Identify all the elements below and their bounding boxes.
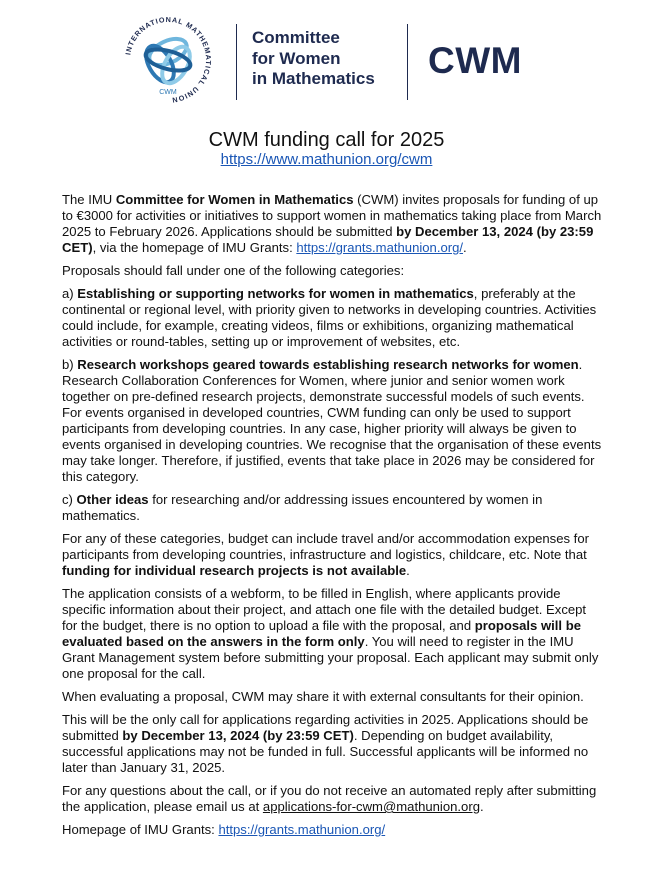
category-a: a) Establishing or supporting networks for women in mathematics, preferably at the continental or regional level, with priority given to networks in developing countries. Activities could include, for example, creating videos, films or exhibitions, organizing mathematical activities or round-tables, setting up or improvement of websites, etc. [62,286,597,349]
logo-inner-text: CWM [159,89,177,96]
divider-line [236,24,237,100]
committee-line: for Women [252,48,341,68]
cwm-website-link[interactable]: https://www.mathunion.org/cwm [220,151,433,168]
grants-homepage-paragraph: Homepage of IMU Grants: https://grants.mathunion.org/ [62,822,386,837]
logo-ring-text: INTERNATIONAL MATHEMATICAL UNION [123,14,214,105]
cwm-acronym: CWM [428,40,522,81]
grants-homepage-link[interactable]: https://grants.mathunion.org/ [218,822,386,837]
committee-line: in Mathematics [252,69,375,88]
category-b: b) Research workshops geared towards establishing research networks for women. Research Collaboration Conferences for Women, where junior and senior women work together on pre-defined research projects, demonstrate successful models of such events. For events organised in developed countries, CWM funding can only be used to support participants from developing countries. In any case, higher priority will always be given to events organised in developing countries. We recognise that the organisation of these events may take longer. Therefore, if justified, events that take place in 2026 may be considered for this category. [62,357,602,484]
imu-logo [116,8,220,112]
categories-intro: Proposals should fall under one of the following categories: [62,263,405,278]
contact-paragraph: For any questions about the call, or if you do not receive an automated reply after submitting the application, please email us at applications-for-cwm@mathunion.org. [62,783,597,814]
committee-line: Committee [252,28,340,47]
budget-paragraph: For any of these categories, budget can include travel and/or accommodation expenses for participants from developing countries, infrastructure and logistics, childcare, etc. Note that funding for individual research projects is not available. [62,531,589,578]
committee-name [252,28,375,90]
application-paragraph: The application consists of a webform, to be filled in English, where applicants provide specific information about their project, and attach one file with the detailed budget. Except for the budget, there is no option to upload a file with the proposal, and proposals will be evaluated based on the answers in the form only. You will need to register in the IMU Grant Management system before submitting your proposal. Each applicant may submit only one proposal for the call. [62,586,599,681]
grants-link[interactable]: https://grants.mathunion.org/ [296,240,464,255]
category-c: c) Other ideas for researching and/or addressing issues encountered by women in mathematics. [62,492,543,523]
header [0,8,653,108]
page-title: CWM funding call for 2025 [208,129,445,151]
evaluation-paragraph: When evaluating a proposal, CWM may share it with external consultants for their opinion. [62,689,584,704]
borromean-rings-icon [140,34,195,88]
document-body [62,192,602,845]
divider-line [407,24,408,100]
contact-email-link[interactable]: applications-for-cwm@mathunion.org [262,799,480,814]
deadline-paragraph: This will be the only call for applications regarding activities in 2025. Applications should be submitted by December 13, 2024 (by 23:59 CET). Depending on budget availability, successful applications may not be funded in full. Successful applicants will be informed no later than January 31, 2025. [62,712,589,775]
intro-paragraph: The IMU Committee for Women in Mathematics (CWM) invites proposals for funding of up to €3000 for activities or initiatives to support women in mathematics taking place from March 2025 to February 2026. Applications should be submitted by December 13, 2024 (by 23:59 CET), via the homepage of IMU Grants: https://grants.mathunion.org/. [62,192,602,255]
